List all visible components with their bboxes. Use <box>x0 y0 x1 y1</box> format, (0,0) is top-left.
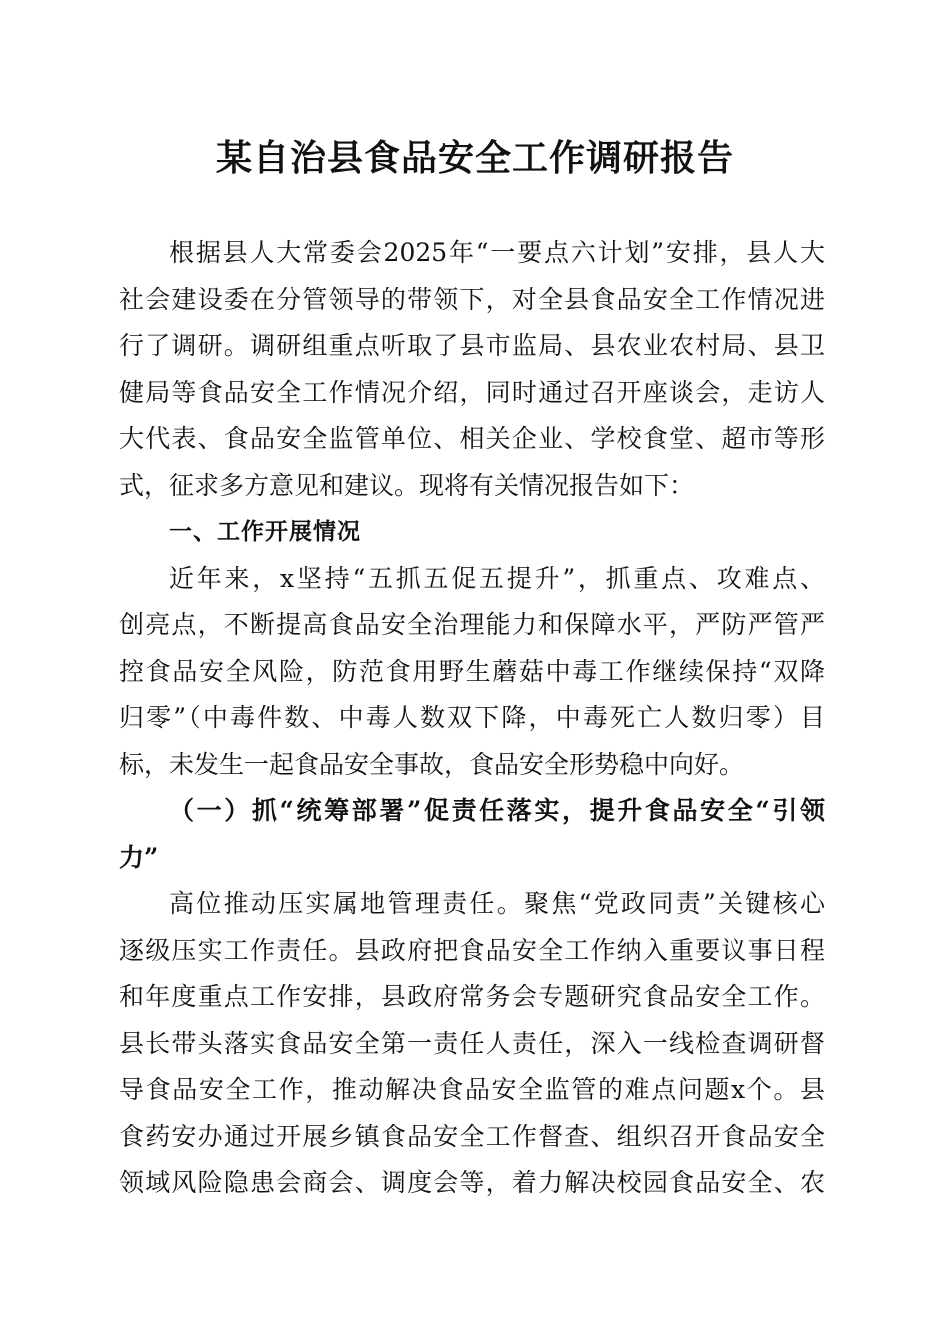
paragraph-line: 逐级压实工作责任。县政府把食品安全工作纳入重要议事日程 <box>119 935 825 965</box>
paragraph-line: 导食品安全工作，推动解决食品安全监管的难点问题x个。县 <box>119 1075 825 1104</box>
paragraph-line: 食药安办通过开展乡镇食品安全工作督查、组织召开食品安全 <box>119 1121 825 1151</box>
paragraph-line: 式，征求多方意见和建议。现将有关情况报告如下： <box>119 470 695 500</box>
subsection-heading: （一）抓“统筹部署”促责任落实，提升食品安全“引领 <box>169 796 825 825</box>
paragraph-line: 领域风险隐患会商会、调度会等，着力解决校园食品安全、农 <box>119 1168 825 1197</box>
paragraph-line: 社会建设委在分管领导的带领下，对全县食品安全工作情况进 <box>119 284 825 314</box>
paragraph-line: 行了调研。调研组重点听取了县市监局、县农业农村局、县卫 <box>119 331 825 360</box>
paragraph-line: 县长带头落实食品安全第一责任人责任，深入一线检查调研督 <box>119 1028 825 1058</box>
paragraph-line: 健局等食品安全工作情况介绍，同时通过召开座谈会，走访人 <box>119 377 825 407</box>
section-heading: 一、工作开展情况 <box>169 519 361 545</box>
paragraph-line: 根据县人大常委会2025年“一要点六计划”安排，县人大 <box>169 238 825 267</box>
paragraph-line: 控食品安全风险，防范食用野生蘑菇中毒工作继续保持“双降 <box>119 656 825 686</box>
paragraph-line: 归零”（中毒件数、中毒人数双下降，中毒死亡人数归零）目 <box>119 703 825 732</box>
paragraph-line: 标，未发生一起食品安全事故，食品安全形势稳中向好。 <box>119 749 745 779</box>
document-body <box>119 230 825 1207</box>
paragraph-line: 高位推动压实属地管理责任。聚焦“党政同责”关键核心 <box>169 889 825 918</box>
document-title: 某自治县食品安全工作调研报告 <box>215 137 734 179</box>
paragraph-line: 大代表、食品安全监管单位、相关企业、学校食堂、超市等形 <box>119 424 825 453</box>
paragraph-line: 和年度重点工作安排，县政府常务会专题研究食品安全工作。 <box>119 982 825 1011</box>
paragraph-line: 创亮点，不断提高食品安全治理能力和保障水平，严防严管严 <box>119 610 825 639</box>
subsection-heading: 力” <box>119 842 159 872</box>
paragraph-line: 近年来，x坚持“五抓五促五提升”，抓重点、攻难点、 <box>169 563 825 593</box>
